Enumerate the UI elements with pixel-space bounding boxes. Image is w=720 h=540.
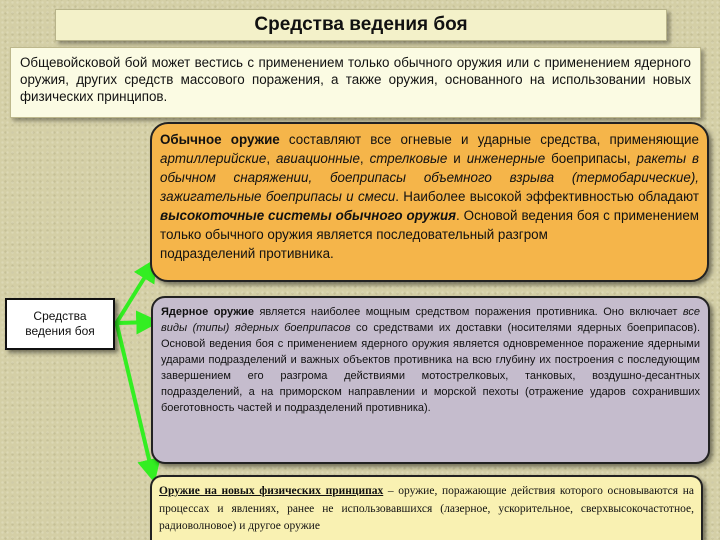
conv-italic-2: авиационные <box>275 151 360 166</box>
nuclear-term: Ядерное оружие <box>161 306 254 318</box>
nuc-italic-1: все виды (типы) ядерных боеприпасов <box>161 306 700 334</box>
side-box-line-1: Средства <box>33 309 87 323</box>
nuc-text-1: является наиболее мощным средством поражения противника. Оно включает <box>253 306 683 318</box>
intro-text: Общевойсковой бой может вестись с применением только обычного оружия или с применением ядерного оружия, других средств массового поражения, а также оружия, основанного на использовании новых физических принципов. <box>10 47 701 118</box>
conventional-term: Обычное оружие <box>160 132 280 147</box>
new-physics-weapons-box <box>150 475 703 540</box>
conv-italic-3: стрелковые <box>369 151 448 166</box>
arrow-to-conventional <box>117 264 153 322</box>
new-physics-text: – оружие, поражающие действия которого основываются на процессах и явлениях, ранее не использовавшихся (лазерное, ускорительное, сверхвысокочастотное, радиоволновое) и другое оружие <box>159 485 694 532</box>
conv-text-4: и <box>447 151 467 166</box>
conv-text-1: составляют все огневые и ударные средства, применяющие <box>279 132 699 147</box>
new-physics-term: Оружие на новых физических принципах <box>159 485 384 497</box>
conventional-weapons-box <box>150 122 709 282</box>
conv-italic-5: ракеты в обычном снаряжении, боеприпасы объемного взрыва (термобарические), зажигательные боеприпасы и смеси <box>160 151 700 204</box>
side-box-line-2: ведения боя <box>25 324 95 338</box>
arrow-to-nuclear <box>117 322 153 323</box>
conv-text-7: . Основой ведения боя с применением только обычного оружия является последовательный разгром <box>160 208 699 242</box>
conv-text-3: , <box>359 151 370 166</box>
arrow-to-new-physics <box>117 325 153 476</box>
means-of-combat-box <box>5 298 115 350</box>
page-title: Средства ведения боя <box>55 9 667 41</box>
conv-last-line: подразделений противника. <box>160 246 334 261</box>
conv-text-6: . Наиболее высокой эффективностью обладают <box>395 189 699 204</box>
conv-text-5: боеприпасы, <box>545 151 637 166</box>
conv-italic-4: инженерные <box>466 151 546 166</box>
conv-italic-1: артиллерийские <box>160 151 267 166</box>
nuc-text-2: со средствами их доставки (носителями ядерных боеприпасов). Основой ведения боя с применением ядерного оружия является одновременное поражение ядерными ударами подразделений и важных объектов противника на всю глубину их построения с последующим завершением его разгрома действиями мотострелковых, танковых, воздушно-десантных подразделений, а на приморском направлении и морской пехоты (отражение ударов сохранивших боеготовность частей и подразделений противника). <box>161 322 700 414</box>
nuclear-weapons-box <box>151 296 710 464</box>
conv-bold-italic: высокоточные системы обычного оружия <box>160 208 457 223</box>
conv-text-2: , <box>266 151 276 166</box>
